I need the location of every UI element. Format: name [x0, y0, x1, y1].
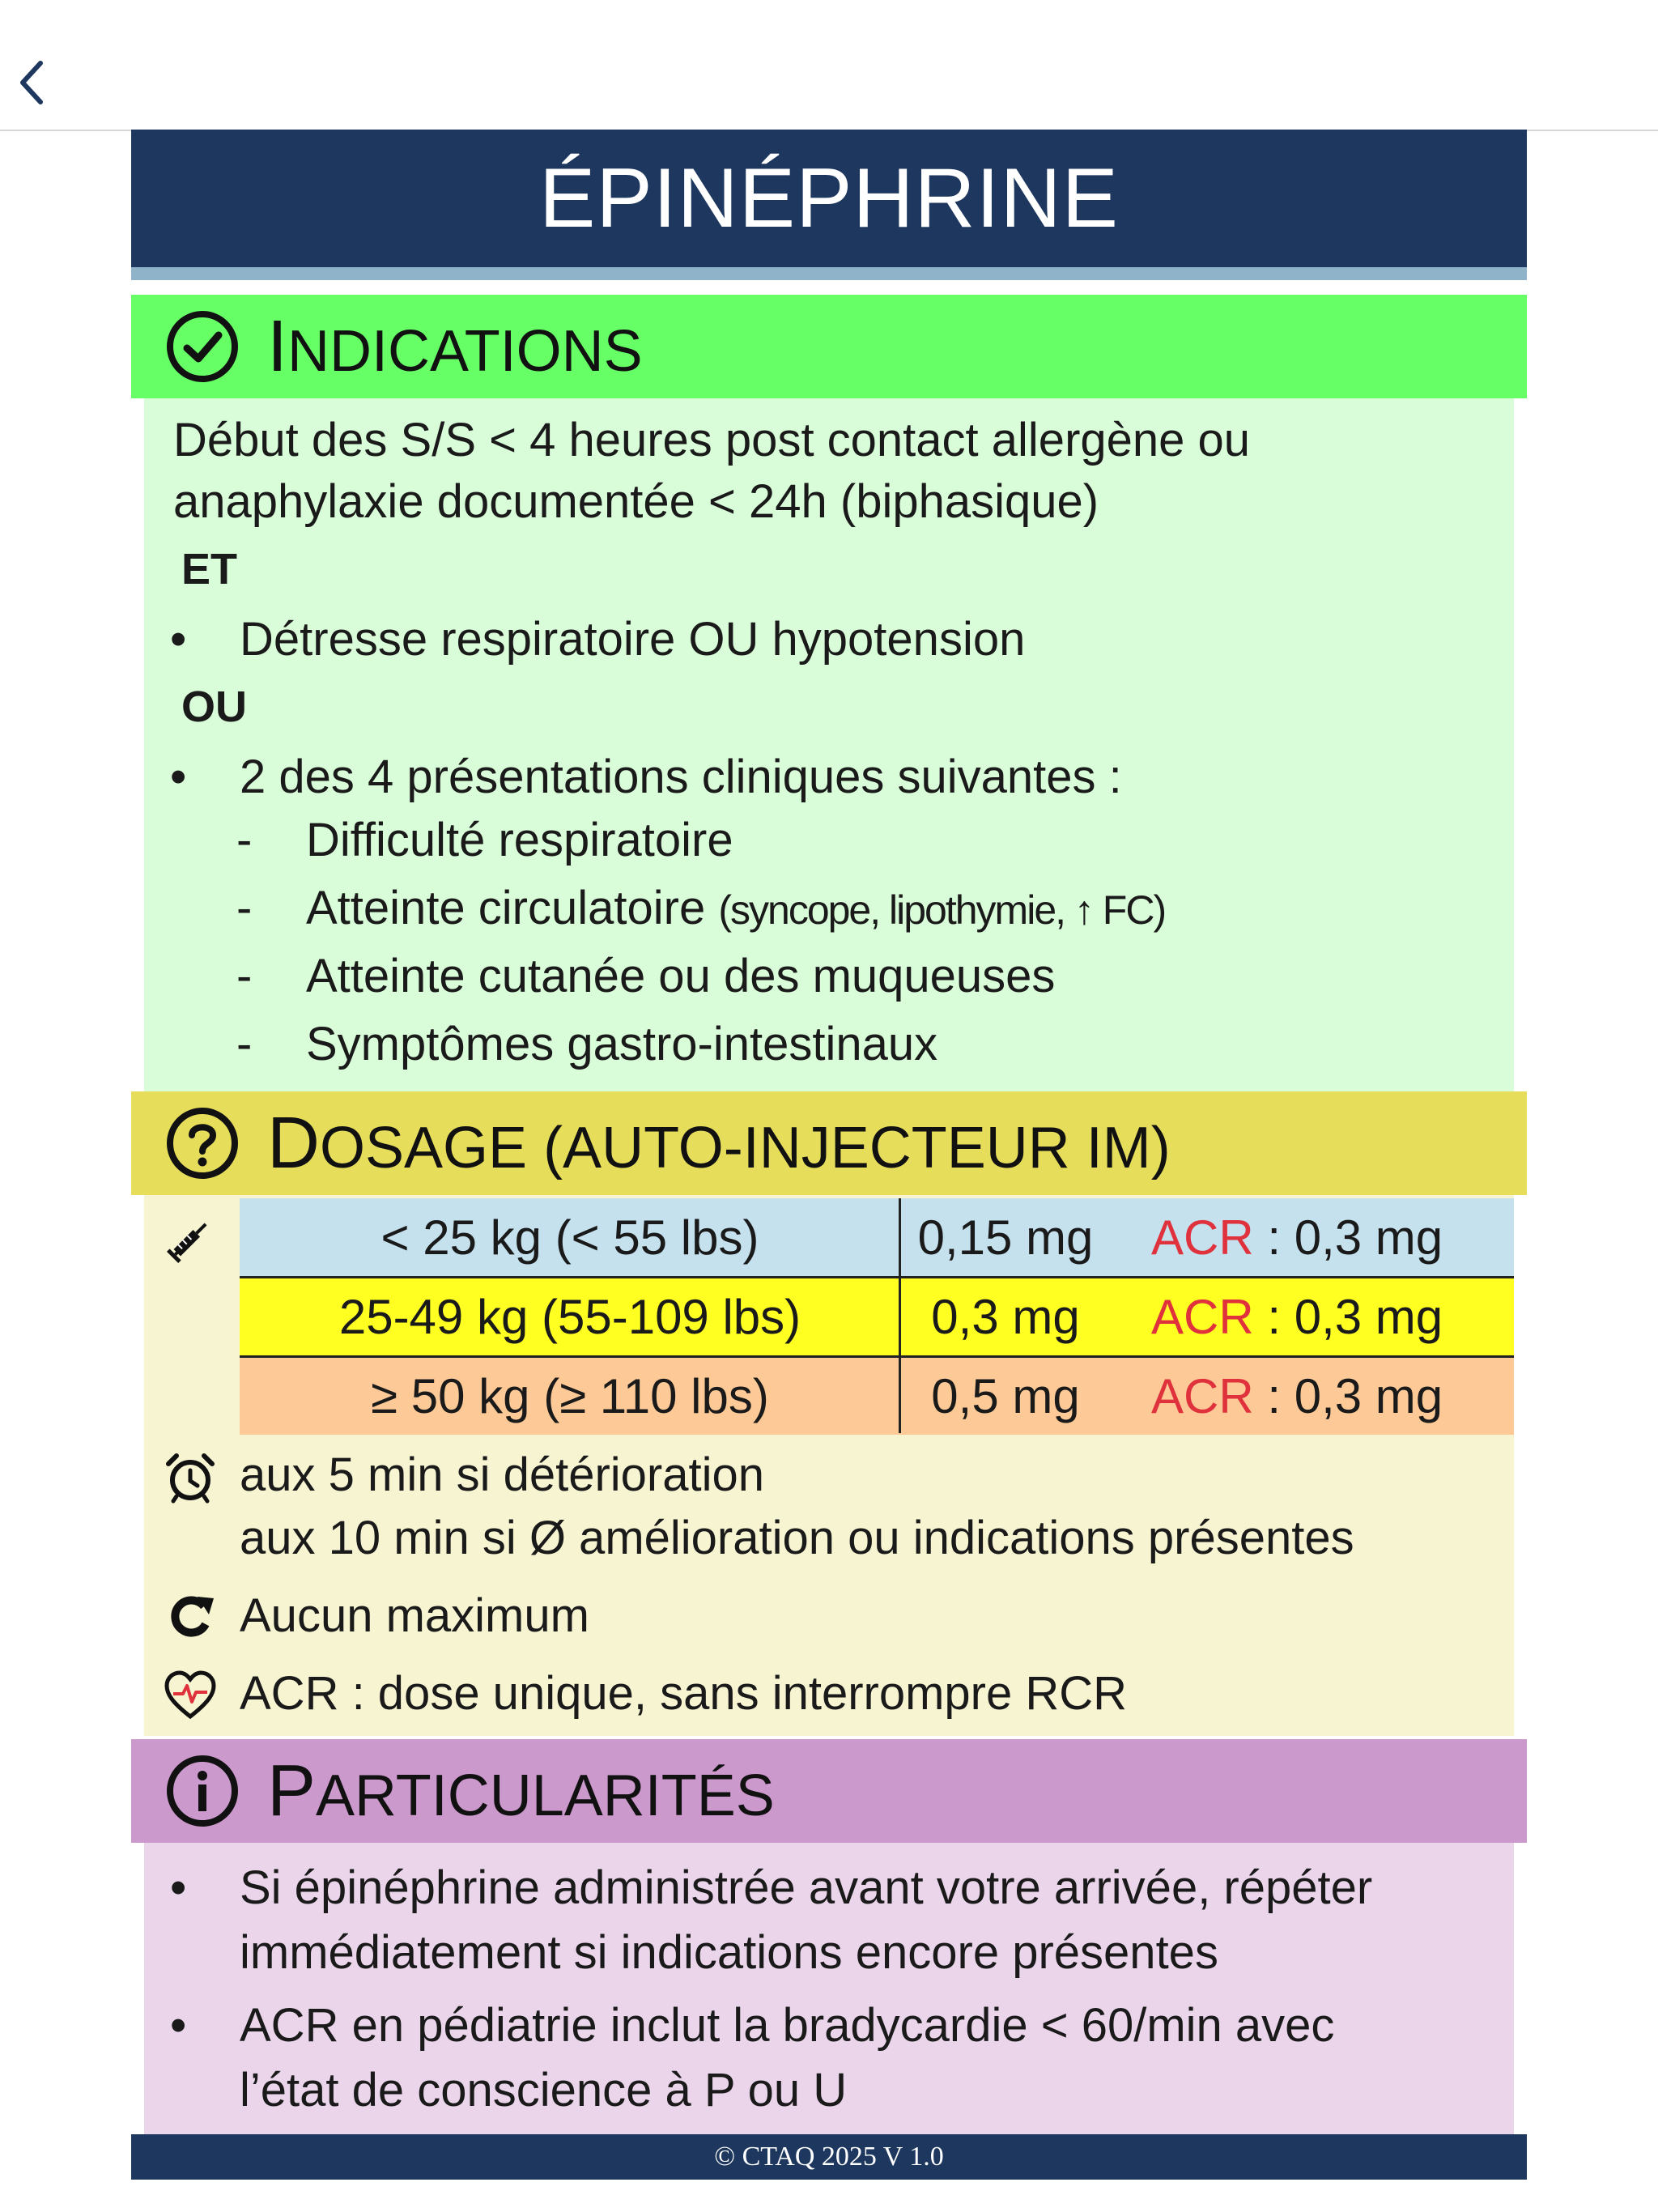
dose-amount: 0,3 mg [931, 1289, 1080, 1344]
particularites-bullet2-line1: ACR en pédiatrie inclut la bradycardie < 60/min avec [240, 1999, 1335, 2052]
bullet-marker: • [170, 751, 187, 803]
card-title: ÉPINÉPHRINE [538, 151, 1120, 245]
sub-item-dash: - [236, 950, 253, 1002]
bullet-marker: • [170, 613, 187, 666]
copyright-footer: © CTAQ 2025 V 1.0 [131, 2134, 1527, 2180]
indications-bullet1: Détresse respiratoire OU hypotension [240, 613, 1026, 666]
info-circle-icon [164, 1752, 241, 1830]
back-button[interactable] [15, 58, 63, 115]
dose-weight: 25-49 kg (55-109 lbs) [338, 1289, 801, 1344]
indications-panel [144, 398, 1514, 1091]
syringe-icon [164, 1213, 217, 1266]
repeat-line-2: aux 10 min si Ø amélioration ou indications présentes [240, 1512, 1354, 1564]
sub-item-dash: - [236, 1018, 253, 1070]
dose-acr: ACR : 0,3 mg [1151, 1289, 1443, 1344]
particularites-panel [144, 1843, 1514, 2134]
dose-acr: ACR : 0,3 mg [1151, 1210, 1443, 1265]
dose-row-3 [240, 1357, 1514, 1435]
dose-row-1 [240, 1198, 1514, 1276]
sub-item-dash: - [236, 882, 253, 934]
indications-title: INDICATIONS [267, 305, 643, 387]
sub-item-1: Difficulté respiratoire [306, 814, 733, 866]
repeat-line-1: aux 5 min si détérioration [240, 1448, 764, 1501]
dose-amount: 0,5 mg [931, 1368, 1080, 1423]
table-column-divider [899, 1198, 901, 1433]
max-dose-text: Aucun maximum [240, 1589, 589, 1642]
sub-item-dash: - [236, 814, 253, 866]
indications-intro-line2: anaphylaxie documentée < 24h (biphasique) [173, 475, 1099, 528]
title-divider [131, 267, 1527, 280]
sub-item-2-note: (syncope, lipothymie, ↑ FC) [718, 887, 1166, 933]
indications-header [131, 295, 1527, 398]
repeat-arrow-icon [164, 1590, 217, 1644]
particularites-bullet1-line1: Si épinéphrine administrée avant votre arrivée, répéter [240, 1861, 1373, 1914]
dose-amount: 0,15 mg [917, 1210, 1094, 1265]
dose-acr: ACR : 0,3 mg [1151, 1368, 1443, 1423]
card-title-bar [131, 130, 1527, 267]
particularites-header [131, 1739, 1527, 1843]
check-circle-icon [164, 308, 241, 385]
indications-bullet2: 2 des 4 présentations cliniques suivantes : [240, 751, 1122, 803]
particularites-bullet1-line2: immédiatement si indications encore présentes [240, 1926, 1218, 1979]
et-label: ET [181, 545, 238, 593]
ou-label: OU [181, 683, 247, 731]
dose-row-2 [240, 1278, 1514, 1355]
heartbeat-icon [164, 1670, 217, 1723]
particularites-title: PARTICULARITÉS [267, 1750, 775, 1831]
bullet-marker: • [170, 1861, 187, 1914]
dosage-title: DOSAGE (AUTO-INJECTEUR IM) [267, 1102, 1171, 1184]
dose-weight: ≥ 50 kg (≥ 110 lbs) [371, 1368, 769, 1423]
acr-note: ACR : dose unique, sans interrompre RCR [240, 1667, 1128, 1720]
alarm-clock-icon [164, 1451, 217, 1504]
question-circle-icon [164, 1104, 241, 1182]
sub-item-4: Symptômes gastro-intestinaux [306, 1018, 938, 1070]
sub-item-3: Atteinte cutanée ou des muqueuses [306, 950, 1056, 1002]
sub-item-2: Atteinte circulatoire (syncope, lipothymie, ↑ FC) [306, 882, 1166, 934]
indications-intro-line1: Début des S/S < 4 heures post contact allergène ou [173, 414, 1251, 466]
dose-weight: < 25 kg (< 55 lbs) [380, 1210, 759, 1265]
dosage-header [131, 1091, 1527, 1195]
bullet-marker: • [170, 1999, 187, 2052]
table-row-divider [240, 1355, 1514, 1358]
top-nav-bar [0, 0, 1658, 131]
particularites-bullet2-line2: l’état de conscience à P ou U [240, 2064, 848, 2116]
chevron-left-icon [15, 96, 50, 110]
table-row-divider [240, 1276, 1514, 1278]
